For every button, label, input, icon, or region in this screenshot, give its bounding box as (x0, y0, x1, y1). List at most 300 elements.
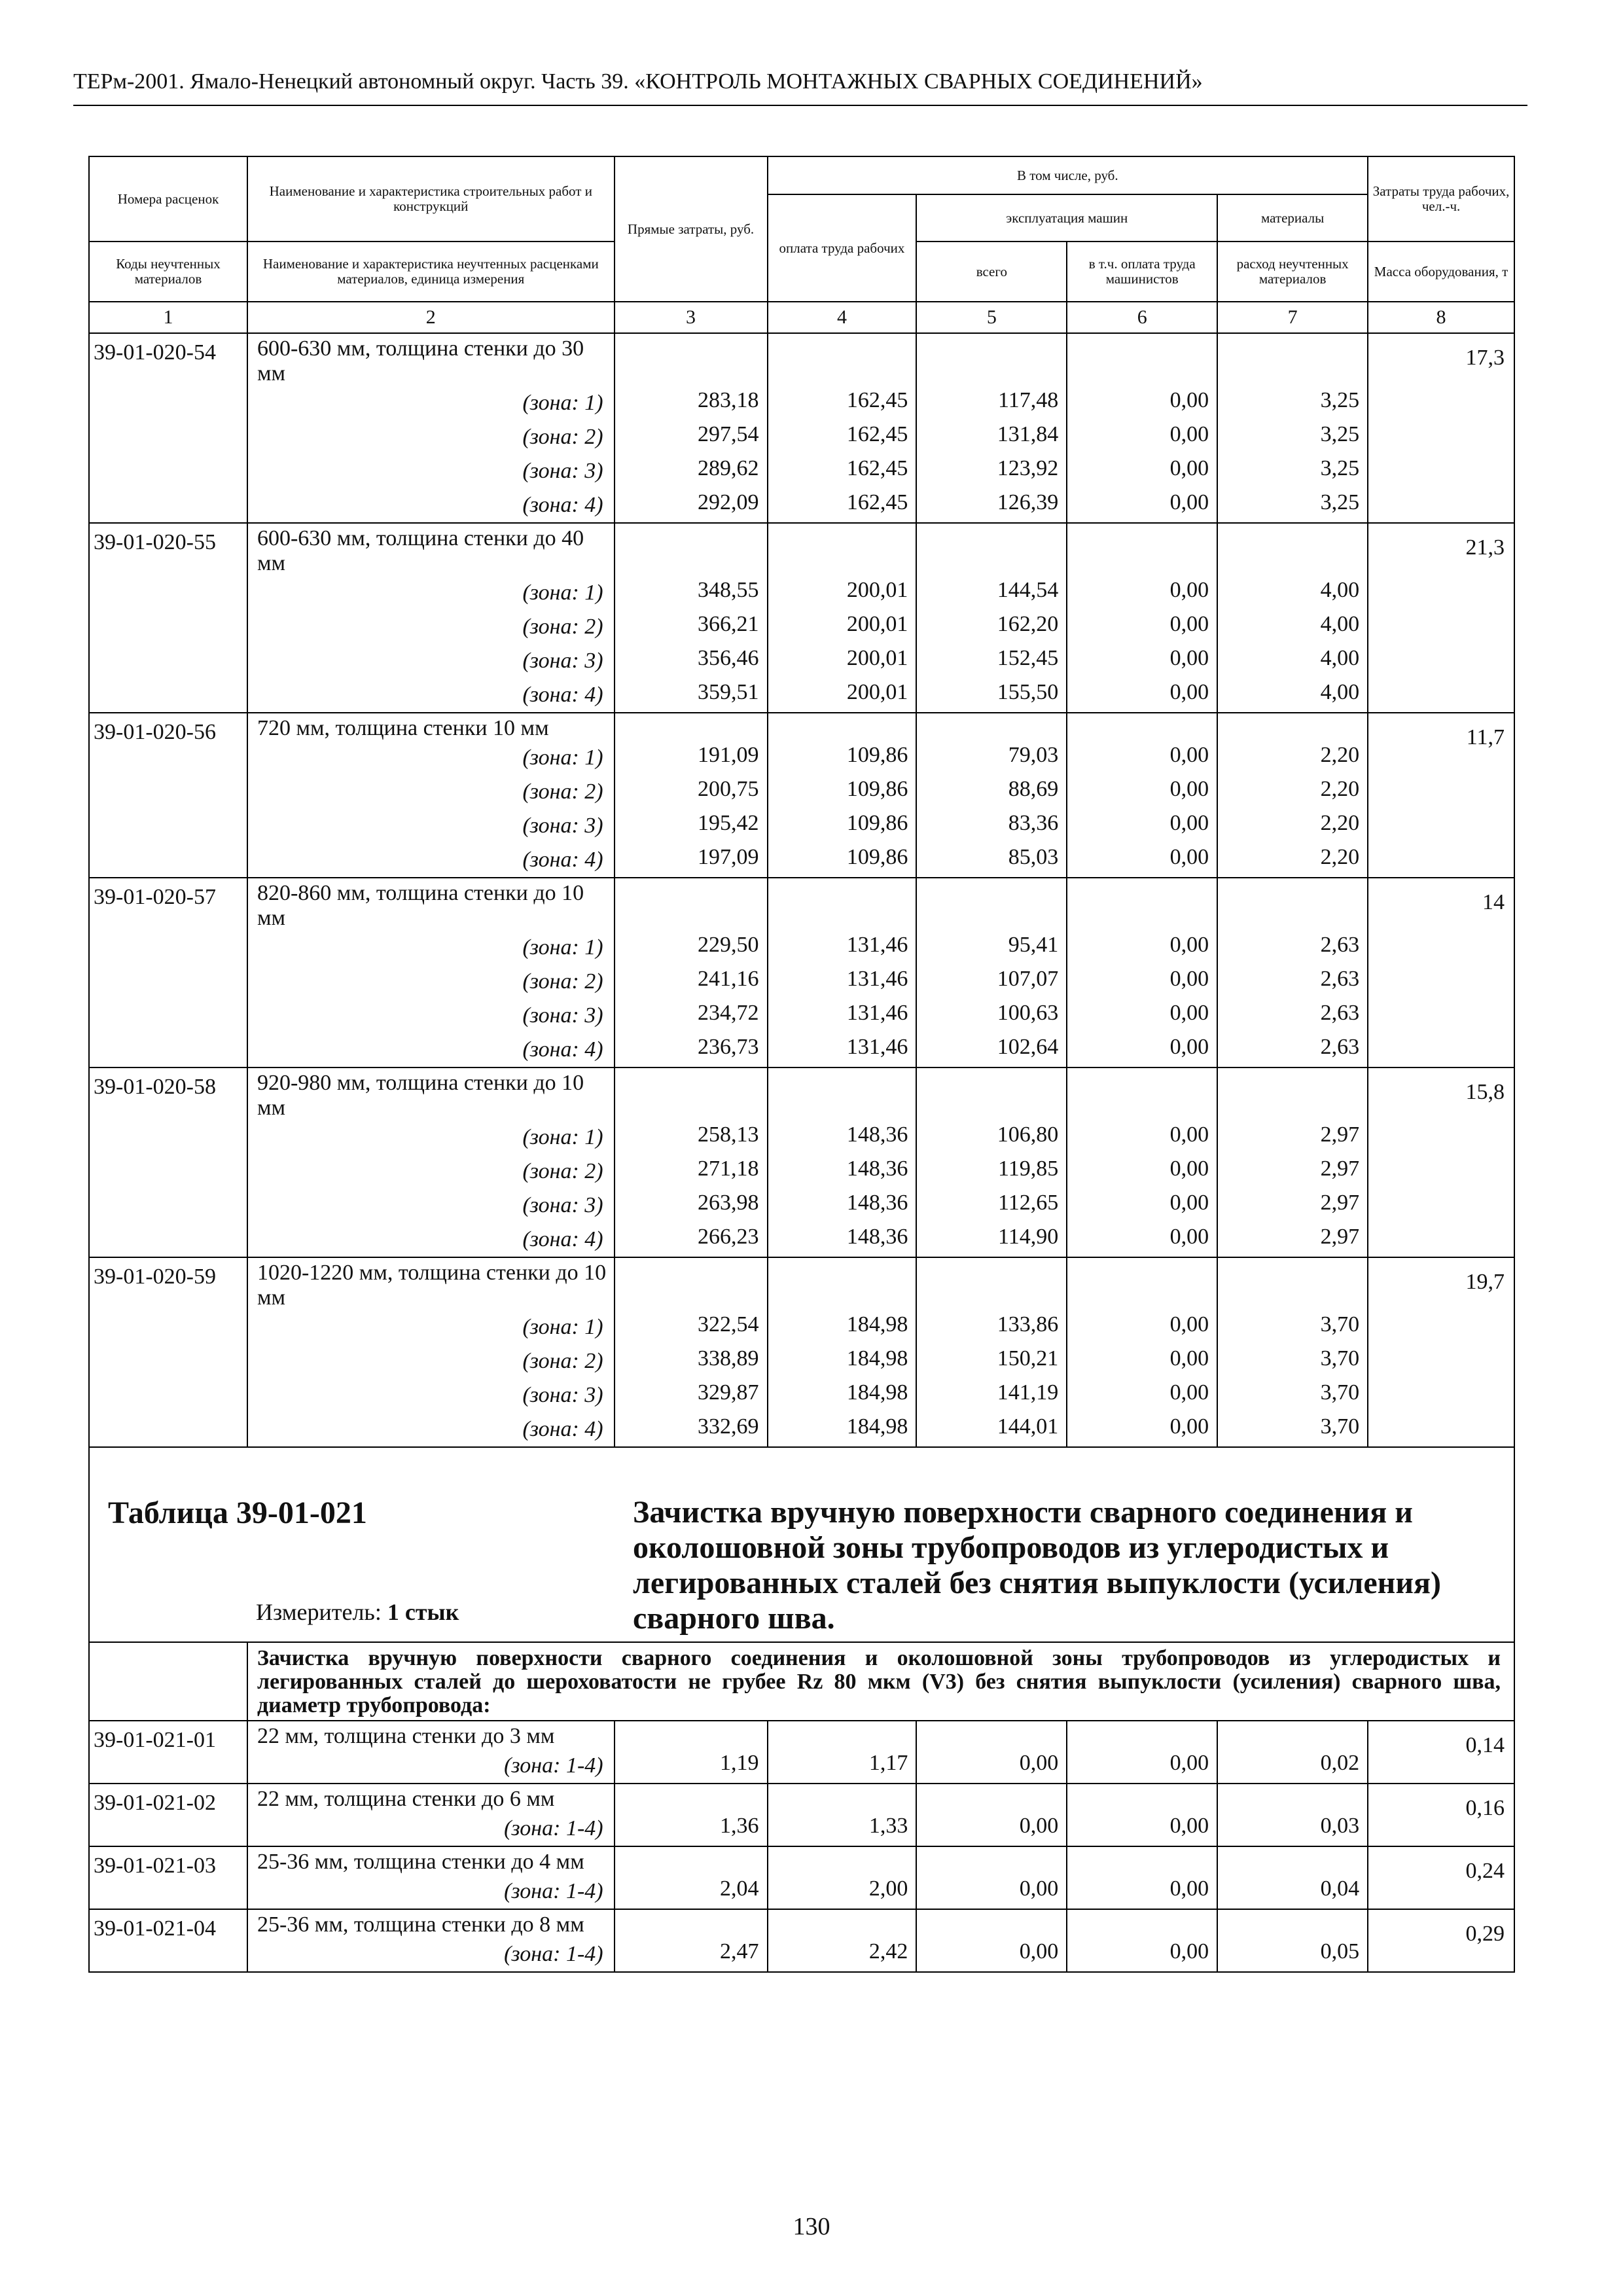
zone-label: (зона: 2) (522, 615, 603, 639)
value-cell: 144,54 (997, 578, 1059, 602)
rate-code: 39-01-021-02 (89, 1784, 247, 1846)
value-column (1067, 1846, 1217, 1909)
value-cell: 2,20 (1320, 845, 1360, 869)
value-cell: 162,20 (997, 612, 1059, 636)
value-column (1217, 1067, 1368, 1257)
value-cell: 200,01 (846, 646, 908, 670)
value-column (615, 333, 768, 523)
value-cell: 0,00 (1169, 612, 1209, 636)
zone-label: (зона: 3) (522, 1383, 603, 1407)
value-cell: 148,36 (846, 1157, 908, 1181)
zone-label: (зона: 3) (522, 649, 603, 673)
value-cell: 0,00 (1169, 1380, 1209, 1405)
rate-code: 39-01-020-54 (89, 333, 247, 523)
value-cell: 2,97 (1320, 1225, 1360, 1249)
name-line-spacer (1067, 524, 1217, 573)
value-cell: 0,00 (1169, 1225, 1209, 1249)
zone-label: (зона: 4) (522, 1417, 603, 1441)
head-materials: материалы (1217, 194, 1368, 242)
value-cell: 0,00 (1169, 1939, 1209, 1964)
value-cell: 322,54 (698, 1312, 759, 1336)
value-cell: 1,36 (720, 1814, 759, 1838)
value-cell: 95,41 (1008, 933, 1059, 957)
value-cell: 348,55 (698, 578, 759, 602)
value-cell: 2,63 (1320, 967, 1360, 991)
value-cell: 2,63 (1320, 1001, 1360, 1025)
name-line-spacer (917, 1784, 1066, 1809)
labor-cost: 0,14 (1368, 1721, 1514, 1784)
value-cell: 119,85 (998, 1157, 1059, 1181)
rate-name: 600-630 мм, толщина стенки до 40 мм (257, 526, 584, 575)
header-rule (73, 105, 1527, 106)
value-cell: 266,23 (698, 1225, 759, 1249)
value-cell: 359,51 (698, 680, 759, 704)
value-column (768, 1784, 917, 1846)
col-number: 5 (916, 302, 1067, 333)
value-cell: 0,00 (1169, 1035, 1209, 1059)
section-heading: Зачистка вручную поверхности сварного соединения и околошовной зоны трубопроводов из углеродистых и легированных сталей до шероховатости не грубее Rz 80 мкм (V3) без снятия выпуклости (усиления) сварного шва, диаметр трубопровода: (247, 1642, 1514, 1721)
value-cell: 2,42 (868, 1939, 908, 1964)
name-line-spacer (917, 878, 1066, 928)
name-line-spacer (768, 713, 916, 738)
head-col-name: Наименование и характеристика строительных работ и конструкций (247, 156, 615, 242)
value-cell: 0,00 (1169, 1001, 1209, 1025)
value-column (1067, 1721, 1217, 1784)
value-column (916, 1846, 1067, 1909)
labor-cost: 0,29 (1368, 1909, 1514, 1972)
value-cell: 109,86 (846, 845, 908, 869)
value-column (1067, 333, 1217, 523)
name-line-spacer (1067, 1258, 1217, 1308)
rate-name-cell (247, 713, 615, 878)
value-cell: 106,80 (997, 1122, 1059, 1147)
value-cell: 191,09 (698, 743, 759, 767)
value-cell: 200,75 (698, 777, 759, 801)
value-cell: 144,01 (997, 1414, 1059, 1439)
name-line-spacer (1218, 1910, 1367, 1935)
value-cell: 0,00 (1169, 777, 1209, 801)
value-cell: 148,36 (846, 1191, 908, 1215)
value-column (916, 1784, 1067, 1846)
zone-label: (зона: 3) (522, 814, 603, 838)
name-line-spacer (768, 1910, 916, 1935)
value-cell: 141,19 (997, 1380, 1059, 1405)
value-column (1217, 878, 1368, 1067)
table-021-title-row (89, 1447, 1514, 1642)
value-cell: 131,46 (846, 967, 908, 991)
value-column (1217, 1909, 1368, 1972)
name-line-spacer (1218, 1068, 1367, 1118)
value-cell: 0,00 (1169, 967, 1209, 991)
value-cell: 184,98 (846, 1346, 908, 1371)
value-cell: 2,00 (868, 1876, 908, 1901)
value-cell: 123,92 (997, 456, 1059, 480)
value-cell: 83,36 (1008, 811, 1059, 835)
zone-label: (зона: 4) (522, 683, 603, 707)
value-column (768, 1067, 917, 1257)
value-cell: 2,47 (720, 1939, 759, 1964)
value-cell: 100,63 (997, 1001, 1059, 1025)
value-cell: 0,00 (1169, 845, 1209, 869)
value-cell: 131,46 (846, 1001, 908, 1025)
value-cell: 0,00 (1169, 1876, 1209, 1901)
measure-value: 1 стык (387, 1599, 459, 1625)
value-column (916, 1721, 1067, 1784)
value-cell: 0,04 (1320, 1876, 1360, 1901)
value-column (1067, 1909, 1217, 1972)
rate-row (89, 1909, 1514, 1972)
value-cell: 133,86 (997, 1312, 1059, 1336)
name-line-spacer (917, 334, 1066, 384)
zone-label: (зона: 1-4) (504, 1879, 603, 1903)
measure-unit (256, 1598, 459, 1626)
rate-name: 25-36 мм, толщина стенки до 8 мм (257, 1912, 584, 1937)
zone-label: (зона: 1-4) (504, 1816, 603, 1840)
name-line-spacer (615, 878, 767, 928)
value-cell: 289,62 (698, 456, 759, 480)
name-line-spacer (615, 1847, 767, 1872)
value-cell: 79,03 (1008, 743, 1059, 767)
name-line-spacer (615, 1721, 767, 1746)
zone-label: (зона: 2) (522, 1159, 603, 1183)
value-column (916, 713, 1067, 878)
zone-label: (зона: 3) (522, 1003, 603, 1028)
rate-code: 39-01-020-55 (89, 523, 247, 713)
value-cell: 126,39 (997, 490, 1059, 514)
zone-label: (зона: 3) (522, 1193, 603, 1217)
col-number: 1 (89, 302, 247, 333)
value-column (768, 1846, 917, 1909)
value-cell: 4,00 (1320, 646, 1360, 670)
value-cell: 1,33 (868, 1814, 908, 1838)
value-cell: 0,00 (1019, 1939, 1059, 1964)
value-column (615, 1846, 768, 1909)
rate-code: 39-01-021-01 (89, 1721, 247, 1784)
rate-name-cell (247, 878, 615, 1067)
value-column (1067, 1257, 1217, 1447)
value-cell: 263,98 (698, 1191, 759, 1215)
value-column (1067, 1067, 1217, 1257)
rate-name-cell (247, 1909, 615, 1972)
value-column (615, 1067, 768, 1257)
table-title: Зачистка вручную поверхности сварного соединения и околошовной зоны трубопроводов из углеродистых и легированных сталей без снятия выпуклости (усиления) сварного шва. (633, 1495, 1441, 1636)
zone-label: (зона: 1) (522, 581, 603, 605)
value-cell: 236,73 (698, 1035, 759, 1059)
value-cell: 200,01 (846, 612, 908, 636)
value-cell: 88,69 (1008, 777, 1059, 801)
col-number: 7 (1217, 302, 1368, 333)
zone-label: (зона: 1) (522, 391, 603, 415)
value-cell: 2,63 (1320, 1035, 1360, 1059)
col-number: 3 (615, 302, 768, 333)
name-line-spacer (1218, 1784, 1367, 1809)
value-cell: 162,45 (846, 388, 908, 412)
value-cell: 3,70 (1320, 1346, 1360, 1371)
value-cell: 3,25 (1320, 456, 1360, 480)
name-line-spacer (1218, 334, 1367, 384)
value-cell: 4,00 (1320, 612, 1360, 636)
labor-cost: 21,3 (1368, 523, 1514, 713)
rate-name: 22 мм, толщина стенки до 6 мм (257, 1787, 555, 1811)
head-materials-unaccounted: расход неучтенных материалов (1217, 242, 1368, 302)
value-cell: 155,50 (997, 680, 1059, 704)
zone-label: (зона: 4) (522, 1037, 603, 1062)
value-cell: 0,00 (1169, 1414, 1209, 1439)
value-cell: 109,86 (846, 811, 908, 835)
value-cell: 148,36 (846, 1225, 908, 1249)
value-cell: 4,00 (1320, 680, 1360, 704)
value-cell: 0,00 (1169, 456, 1209, 480)
value-cell: 338,89 (698, 1346, 759, 1371)
name-line-spacer (1067, 713, 1217, 738)
value-column (768, 523, 917, 713)
value-cell: 117,48 (998, 388, 1059, 412)
name-line-spacer (1218, 1721, 1367, 1746)
value-cell: 131,46 (846, 933, 908, 957)
name-line-spacer (768, 1784, 916, 1809)
value-cell: 148,36 (846, 1122, 908, 1147)
value-cell: 3,70 (1320, 1414, 1360, 1439)
labor-cost: 19,7 (1368, 1257, 1514, 1447)
name-line-spacer (768, 1068, 916, 1118)
head-labor-cost: Затраты труда рабочих, чел.-ч. (1368, 156, 1514, 242)
value-cell: 0,00 (1169, 680, 1209, 704)
name-line-spacer (917, 1847, 1066, 1872)
col-number: 8 (1368, 302, 1514, 333)
labor-cost: 0,16 (1368, 1784, 1514, 1846)
value-cell: 0,00 (1169, 1191, 1209, 1215)
zone-label: (зона: 4) (522, 1227, 603, 1251)
name-line-spacer (615, 334, 767, 384)
value-cell: 0,00 (1169, 1751, 1209, 1775)
value-cell: 0,00 (1019, 1876, 1059, 1901)
value-column (916, 1067, 1067, 1257)
value-cell: 131,46 (846, 1035, 908, 1059)
value-cell: 3,70 (1320, 1380, 1360, 1405)
name-line-spacer (768, 524, 916, 573)
value-cell: 0,00 (1169, 1157, 1209, 1181)
value-cell: 0,00 (1169, 1814, 1209, 1838)
running-header: ТЕРм-2001. Ямало-Ненецкий автономный округ. Часть 39. «КОНТРОЛЬ МОНТАЖНЫХ СВАРНЫХ СОЕДИНЕНИЙ» (73, 69, 1203, 94)
labor-cost: 0,24 (1368, 1846, 1514, 1909)
value-column (615, 1257, 768, 1447)
value-cell: 0,00 (1169, 388, 1209, 412)
value-cell: 0,00 (1019, 1751, 1059, 1775)
value-cell: 112,65 (998, 1191, 1059, 1215)
rate-code: 39-01-020-58 (89, 1067, 247, 1257)
value-cell: 292,09 (698, 490, 759, 514)
value-column (768, 1721, 917, 1784)
col-number: 2 (247, 302, 615, 333)
value-cell: 0,00 (1169, 646, 1209, 670)
zone-label: (зона: 4) (522, 493, 603, 517)
value-cell: 4,00 (1320, 578, 1360, 602)
rate-row (89, 1257, 1514, 1447)
name-line-spacer (768, 1258, 916, 1308)
value-cell: 107,07 (997, 967, 1059, 991)
value-cell: 0,00 (1169, 1122, 1209, 1147)
value-column (615, 1784, 768, 1846)
value-column (1067, 1784, 1217, 1846)
name-line-spacer (768, 878, 916, 928)
value-cell: 3,25 (1320, 422, 1360, 446)
zone-label: (зона: 3) (522, 459, 603, 483)
value-cell: 102,64 (997, 1035, 1059, 1059)
value-cell: 0,00 (1169, 933, 1209, 957)
head-machines: эксплуатация машин (916, 194, 1217, 242)
head-labor-pay: оплата труда рабочих (768, 194, 917, 302)
value-cell: 200,01 (846, 680, 908, 704)
value-cell: 2,63 (1320, 933, 1360, 957)
value-cell: 0,00 (1169, 1312, 1209, 1336)
labor-cost: 11,7 (1368, 713, 1514, 878)
name-line-spacer (1067, 1721, 1217, 1746)
rate-code: 39-01-021-03 (89, 1846, 247, 1909)
value-column (768, 713, 917, 878)
value-column (1217, 523, 1368, 713)
value-cell: 2,20 (1320, 811, 1360, 835)
rate-name-cell (247, 1067, 615, 1257)
rate-row (89, 1721, 1514, 1784)
value-cell: 200,01 (846, 578, 908, 602)
rate-name-cell (247, 1784, 615, 1846)
value-cell: 2,97 (1320, 1157, 1360, 1181)
head-col-name2: Наименование и характеристика неучтенных расценками материалов, единица измерения (247, 242, 615, 302)
value-cell: 162,45 (846, 490, 908, 514)
value-column (916, 1909, 1067, 1972)
labor-cost: 14 (1368, 878, 1514, 1067)
value-cell: 109,86 (846, 743, 908, 767)
name-line-spacer (1067, 1784, 1217, 1809)
value-cell: 152,45 (997, 646, 1059, 670)
section-heading-row (89, 1642, 1514, 1721)
value-column (615, 1909, 768, 1972)
rate-name: 920-980 мм, толщина стенки до 10 мм (257, 1071, 584, 1120)
value-cell: 2,20 (1320, 743, 1360, 767)
name-line-spacer (1067, 1847, 1217, 1872)
value-cell: 0,00 (1169, 422, 1209, 446)
zone-label: (зона: 1) (522, 1315, 603, 1339)
value-column (768, 1257, 917, 1447)
rate-row (89, 713, 1514, 878)
name-line-spacer (615, 1910, 767, 1935)
section-spacer (89, 1642, 247, 1721)
value-cell: 283,18 (698, 388, 759, 412)
zone-label: (зона: 2) (522, 969, 603, 994)
value-column (1217, 1257, 1368, 1447)
name-line-spacer (768, 1847, 916, 1872)
rate-code: 39-01-020-56 (89, 713, 247, 878)
rate-name-cell (247, 1257, 615, 1447)
name-line-spacer (1067, 334, 1217, 384)
value-column (1217, 1846, 1368, 1909)
value-cell: 3,25 (1320, 490, 1360, 514)
value-cell: 184,98 (846, 1380, 908, 1405)
value-cell: 3,25 (1320, 388, 1360, 412)
value-column (615, 1721, 768, 1784)
name-line-spacer (615, 1784, 767, 1809)
name-line-spacer (917, 1910, 1066, 1935)
value-column (768, 878, 917, 1067)
rate-row (89, 1067, 1514, 1257)
value-cell: 1,17 (868, 1751, 908, 1775)
head-col-direct: Прямые затраты, руб. (615, 156, 768, 302)
value-cell: 2,04 (720, 1876, 759, 1901)
value-cell: 109,86 (846, 777, 908, 801)
rate-name-cell (247, 1721, 615, 1784)
value-cell: 197,09 (698, 845, 759, 869)
head-machines-total: всего (916, 242, 1067, 302)
name-line-spacer (615, 524, 767, 573)
value-cell: 0,00 (1169, 811, 1209, 835)
zone-label: (зона: 2) (522, 425, 603, 449)
zone-label: (зона: 1-4) (504, 1942, 603, 1966)
zone-label: (зона: 2) (522, 1349, 603, 1373)
value-column (768, 1909, 917, 1972)
head-col-no: Номера расценок (89, 156, 247, 242)
value-cell: 131,84 (997, 422, 1059, 446)
value-cell: 195,42 (698, 811, 759, 835)
labor-cost: 17,3 (1368, 333, 1514, 523)
value-cell: 356,46 (698, 646, 759, 670)
name-line-spacer (768, 334, 916, 384)
value-cell: 366,21 (698, 612, 759, 636)
zone-label: (зона: 2) (522, 780, 603, 804)
rate-code: 39-01-021-04 (89, 1909, 247, 1972)
rate-name-cell (247, 333, 615, 523)
rate-code: 39-01-020-59 (89, 1257, 247, 1447)
value-cell: 271,18 (698, 1157, 759, 1181)
name-line-spacer (1218, 878, 1367, 928)
value-column (916, 1257, 1067, 1447)
name-line-spacer (917, 713, 1066, 738)
name-line-spacer (768, 1721, 916, 1746)
name-line-spacer (1067, 1068, 1217, 1118)
value-column (916, 333, 1067, 523)
rates-table (88, 156, 1515, 1973)
value-cell: 2,97 (1320, 1122, 1360, 1147)
value-cell: 162,45 (846, 422, 908, 446)
page-number: 130 (793, 2213, 830, 2240)
head-mass: Масса оборудования, т (1368, 242, 1514, 302)
rate-name: 720 мм, толщина стенки 10 мм (257, 716, 549, 740)
zone-label: (зона: 1) (522, 1125, 603, 1149)
zone-label: (зона: 1-4) (504, 1753, 603, 1778)
value-cell: 1,19 (720, 1751, 759, 1775)
name-line-spacer (1218, 1847, 1367, 1872)
value-cell: 241,16 (698, 967, 759, 991)
value-cell: 332,69 (698, 1414, 759, 1439)
name-line-spacer (1067, 1910, 1217, 1935)
value-cell: 229,50 (698, 933, 759, 957)
value-cell: 150,21 (997, 1346, 1059, 1371)
labor-cost: 15,8 (1368, 1067, 1514, 1257)
rate-row (89, 1846, 1514, 1909)
rate-name-cell (247, 1846, 615, 1909)
value-cell: 184,98 (846, 1312, 908, 1336)
rate-row (89, 333, 1514, 523)
name-line-spacer (615, 1068, 767, 1118)
value-column (1217, 1784, 1368, 1846)
value-cell: 0,03 (1320, 1814, 1360, 1838)
value-cell: 0,05 (1320, 1939, 1360, 1964)
value-cell: 0,00 (1169, 490, 1209, 514)
name-line-spacer (615, 1258, 767, 1308)
zone-label: (зона: 4) (522, 848, 603, 872)
name-line-spacer (1218, 1258, 1367, 1308)
col-number: 6 (1067, 302, 1217, 333)
name-line-spacer (917, 1068, 1066, 1118)
